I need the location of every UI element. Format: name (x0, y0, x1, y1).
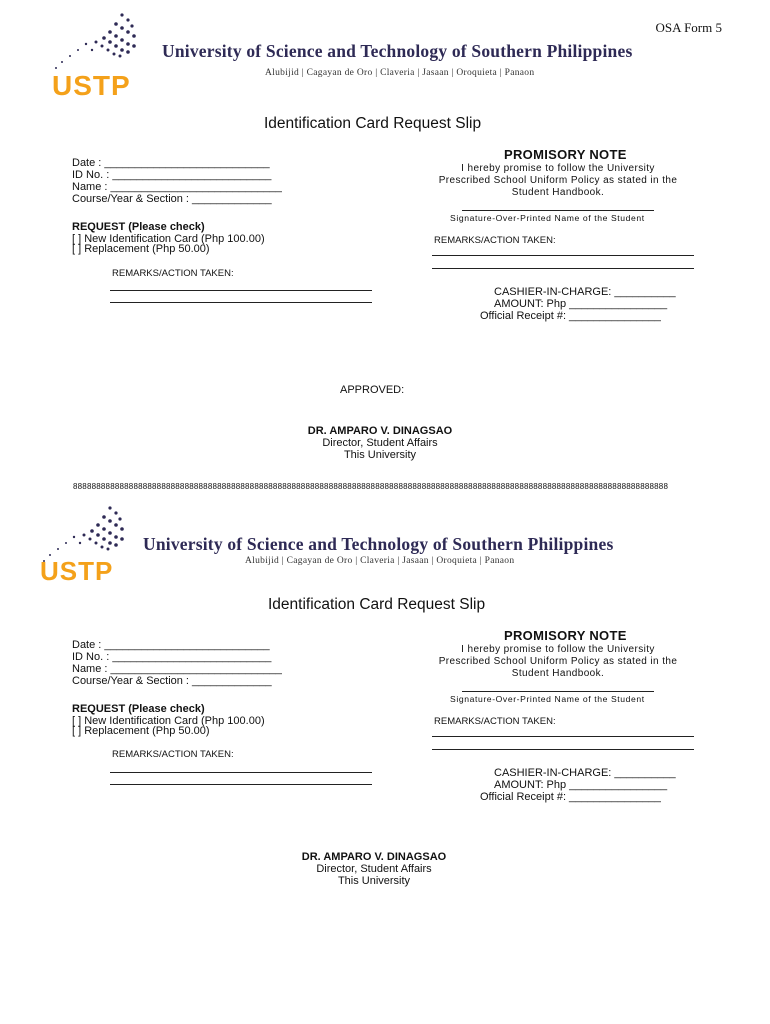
signature-line[interactable] (462, 210, 654, 211)
signatory-office: This University (337, 875, 411, 887)
approved-label: APPROVED: (340, 384, 405, 396)
signatory-position: Director, Student Affairs (322, 437, 438, 449)
course-year-section-field[interactable]: Course/Year & Section : _____________ (72, 675, 272, 687)
official-receipt-field[interactable]: Official Receipt #: _______________ (480, 310, 661, 322)
promissory-line: Student Handbook. (511, 187, 605, 198)
university-name: University of Science and Technology of Southern Philippines (162, 41, 633, 61)
replacement-checkbox[interactable]: [ ] Replacement (Php 50.00) (72, 725, 210, 737)
amount-field[interactable]: AMOUNT: Php ________________ (494, 779, 668, 791)
remarks-label-right: REMARKS/ACTION TAKEN: (434, 716, 556, 727)
new-id-checkbox[interactable]: [ ] New Identification Card (Php 100.00) (72, 233, 265, 245)
remarks-line (432, 749, 694, 750)
ustp-logo-wordmark: USTP (52, 70, 131, 101)
cashier-in-charge[interactable]: CASHIER-IN-CHARGE: __________ (494, 286, 676, 298)
request-heading: REQUEST (Please check) (72, 703, 205, 715)
course-year-section-field[interactable]: Course/Year & Section : _____________ (72, 193, 272, 205)
signatory-office: This University (343, 449, 417, 461)
signatory-name: DR. AMPARO V. DINAGSAO (301, 851, 447, 863)
slip-title: Identification Card Request Slip (268, 596, 486, 613)
remarks-label-left: REMARKS/ACTION TAKEN: (112, 749, 234, 760)
ustp-logo-wordmark: USTP (40, 556, 114, 586)
remarks-line (110, 302, 372, 303)
slip-title: Identification Card Request Slip (264, 115, 482, 132)
official-receipt-field[interactable]: Official Receipt #: _______________ (480, 791, 661, 803)
replacement-checkbox[interactable]: [ ] Replacement (Php 50.00) (72, 243, 210, 255)
request-heading: REQUEST (Please check) (72, 221, 205, 233)
signature-caption: Signature-Over-Printed Name of the Student (450, 213, 645, 223)
cashier-in-charge[interactable]: CASHIER-IN-CHARGE: __________ (494, 767, 676, 779)
signatory-position: Director, Student Affairs (316, 863, 432, 875)
remarks-line (110, 290, 372, 291)
campus-list: Alubijid | Cagayan de Oro | Claveria | Jasaan | Oroquieta | Panaon (245, 556, 515, 566)
signature-line[interactable] (462, 691, 654, 692)
id-number-field[interactable]: ID No. : __________________________ (72, 169, 272, 181)
promissory-line: Prescribed School Uniform Policy as stated in the (438, 656, 678, 667)
date-field[interactable]: Date : ___________________________ (72, 639, 270, 651)
new-id-checkbox[interactable]: [ ] New Identification Card (Php 100.00) (72, 715, 265, 727)
remarks-line (110, 772, 372, 773)
promissory-heading: PROMISORY NOTE (504, 628, 627, 643)
promissory-line: Prescribed School Uniform Policy as stated in the (438, 175, 678, 186)
remarks-line (432, 255, 694, 256)
promissory-line: I hereby promise to follow the University (461, 644, 655, 655)
date-field[interactable]: Date : ___________________________ (72, 157, 270, 169)
promissory-heading: PROMISORY NOTE (504, 147, 627, 162)
remarks-line (432, 268, 694, 269)
promissory-line: I hereby promise to follow the University (461, 163, 655, 174)
university-name: University of Science and Technology of Southern Philippines (143, 534, 614, 554)
remarks-line (432, 736, 694, 737)
id-number-field[interactable]: ID No. : __________________________ (72, 651, 272, 663)
remarks-label-left: REMARKS/ACTION TAKEN: (112, 268, 234, 279)
cut-line-separator: 88888888888888888888888888888888888888888888888888888888888888888888888888888888888888888888888888888888888888888888888888888888 (73, 482, 669, 491)
signature-caption: Signature-Over-Printed Name of the Student (450, 694, 645, 704)
name-field[interactable]: Name : ____________________________ (72, 181, 282, 193)
remarks-label-right: REMARKS/ACTION TAKEN: (434, 235, 556, 246)
remarks-line (110, 784, 372, 785)
signatory-name: DR. AMPARO V. DINAGSAO (307, 425, 453, 437)
campus-list: Alubijid | Cagayan de Oro | Claveria | Jasaan | Oroquieta | Panaon (265, 68, 535, 78)
name-field[interactable]: Name : ____________________________ (72, 663, 282, 675)
amount-field[interactable]: AMOUNT: Php ________________ (494, 298, 668, 310)
promissory-line: Student Handbook. (511, 668, 605, 679)
form-number: OSA Form 5 (655, 20, 722, 35)
